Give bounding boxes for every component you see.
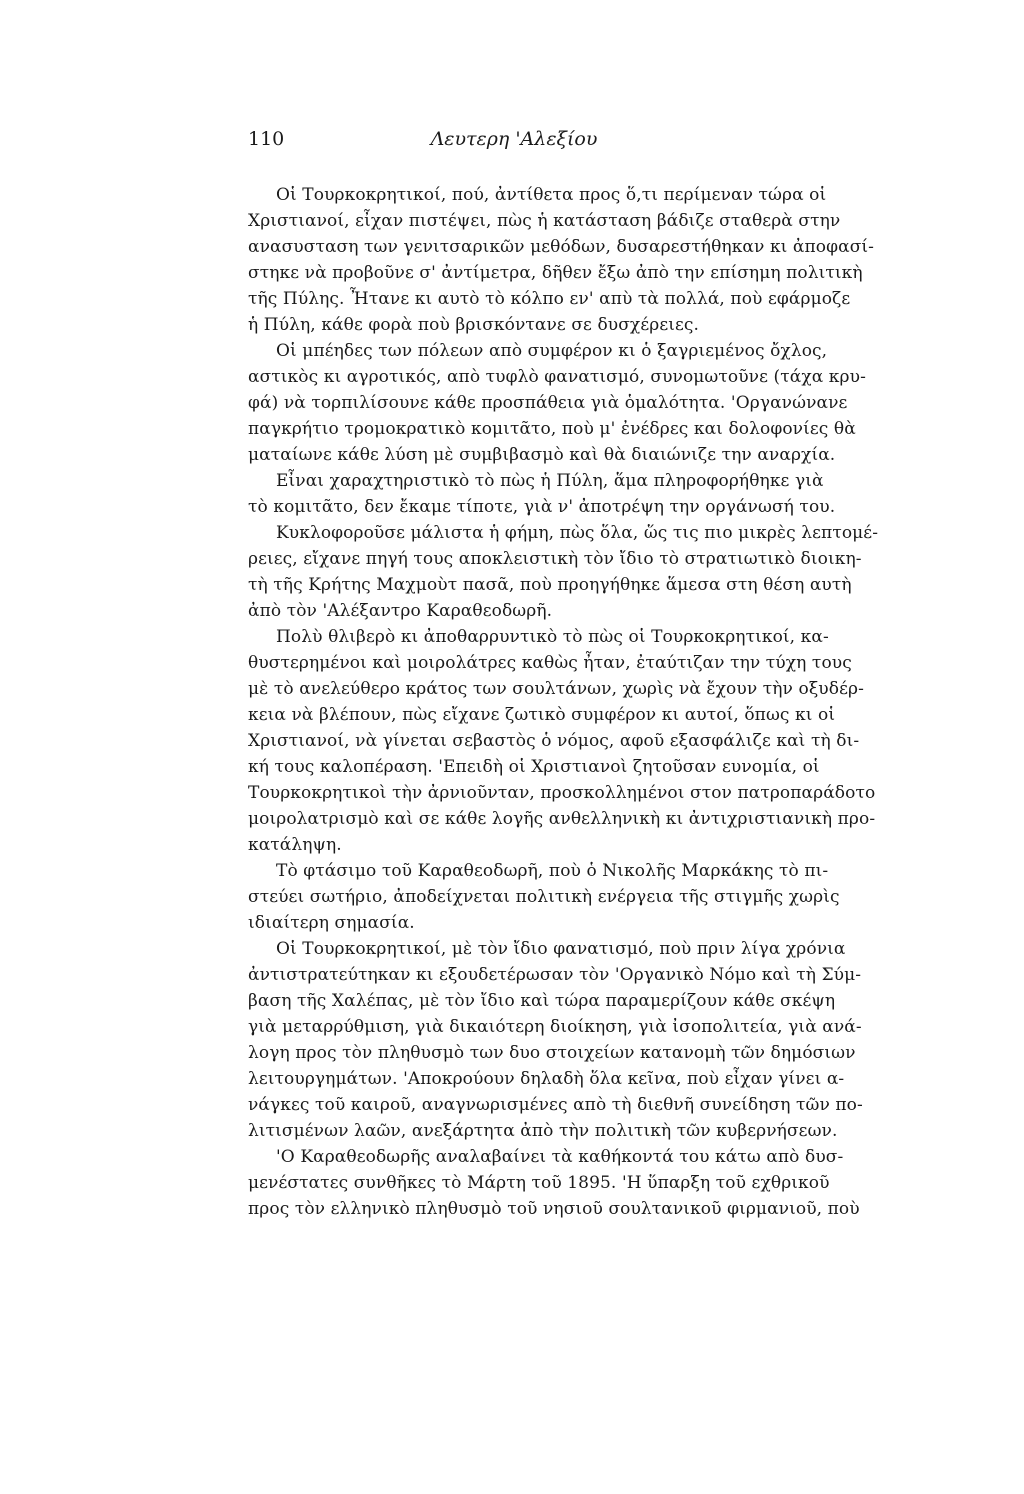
text-line: 'Ο Καραθεοδωρῆς αναλαβαίνει τὰ καθήκοντά του κάτω απὸ δυσ-: [276, 1147, 844, 1167]
paragraph: [248, 182, 875, 338]
text-line: παγκρήτιο τρομοκρατικὸ κομιτᾶτο, ποὺ μ' ἐνέδρες και δολοφονίες θὰ: [248, 419, 856, 439]
paragraph: [248, 520, 879, 624]
text-line: Οἱ μπέηδες των πόλεων απὸ συμφέρον κι ὁ ξαγριεμένος ὄχλος,: [276, 341, 828, 361]
text-line: στηκε νὰ προβοῦνε σ' ἀντίμετρα, δῆθεν ἔξω ἀπὸ την επίσημη πολιτικὴ: [248, 263, 863, 283]
text-line: τὴ τῆς Κρήτης Μαχμοὺτ πασᾶ, ποὺ προηγήθηκε ἅμεσα στη θέση αυτὴ: [248, 575, 852, 595]
text-line: Κυκλοφοροῦσε μάλιστα ἡ φήμη, πὼς ὅλα, ὥς τις πιο μικρὲς λεπτομέ-: [276, 523, 879, 543]
text-line: φά) νὰ τορπιλίσουνε κάθε προσπάθεια γιὰ ὁμαλότητα. 'Οργανώνανε: [248, 393, 848, 413]
text-line: στεύει σωτήριο, ἀποδείχνεται πολιτικὴ ενέργεια τῆς στιγμῆς χωρὶς: [248, 887, 840, 907]
paragraph: [248, 624, 876, 858]
text-line: κεια νὰ βλέπουν, πὼς εἴχανε ζωτικὸ συμφέρον κι αυτοί, ὅπως κι οἱ: [248, 705, 836, 725]
text-line: αστικὸς κι αγροτικός, απὸ τυφλὸ φανατισμό, συνομωτοῦνε (τάχα κρυ-: [248, 367, 866, 387]
text-line: ματαίωνε κάθε λύση μὲ συμβιβασμὸ καὶ θὰ διαιώνιζε την αναρχία.: [248, 445, 836, 465]
text-line: κή τους καλοπέραση. 'Επειδὴ οἱ Χριστιανοὶ ζητοῦσαν ευνομία, οἱ: [248, 757, 820, 777]
text-line: Τὸ φτάσιμο τοῦ Καραθεοδωρῆ, ποὺ ὁ Νικολῆς Μαρκάκης τὸ πι-: [276, 861, 829, 881]
paragraph: [248, 1144, 860, 1222]
text-line: ανασυσταση των γενιτσαρικῶν μεθόδων, δυσαρεστήθηκαν κι ἀποφασί-: [248, 237, 875, 257]
text-line: νάγκες τοῦ καιροῦ, αναγνωρισμένες απὸ τὴ διεθνῆ συνείδηση τῶν πο-: [248, 1095, 863, 1115]
text-line: ρειες, εἴχανε πηγή τους αποκλειστικὴ τὸν ἴδιο τὸ στρατιωτικὸ διοικη-: [248, 549, 862, 569]
text-line: ἡ Πύλη, κάθε φορὰ ποὺ βρισκόντανε σε δυσχέρειες.: [248, 315, 700, 335]
paragraph: [248, 936, 863, 1144]
text-line: ἀντιστρατεύτηκαν κι εξουδετέρωσαν τὸν 'Οργανικὸ Νόμο καὶ τὴ Σύμ-: [248, 965, 862, 985]
text-line: προς τὸν ελληνικὸ πληθυσμὸ τοῦ νησιοῦ σουλτανικοῦ φιρμανιοῦ, ποὺ: [248, 1199, 860, 1219]
text-line: Χριστιανοί, εἶχαν πιστέψει, πὼς ἡ κατάσταση βάδιζε σταθερὰ στην: [248, 211, 841, 231]
text-line: βαση τῆς Χαλέπας, μὲ τὸν ἴδιο καὶ τώρα παραμερίζουν κάθε σκέψη: [248, 991, 836, 1011]
page-number: 110: [248, 128, 285, 150]
text-line: λογη προς τὸν πληθυσμὸ των δυο στοιχείων κατανομὴ τῶν δημόσιων: [248, 1043, 856, 1063]
text-line: ἀπὸ τὸν 'Αλέξαντρο Καραθεοδωρῆ.: [248, 601, 553, 621]
body-text: [248, 182, 879, 1222]
text-line: λειτουργημάτων. 'Αποκρούουν δηλαδὴ ὅλα κεῖνα, ποὺ εἶχαν γίνει α-: [248, 1069, 845, 1089]
text-line: θυστερημένοι καὶ μοιρολάτρες καθὼς ἦταν, ἐταύτιζαν την τύχη τους: [248, 653, 852, 673]
text-line: Οἱ Τουρκοκρητικοί, πού, ἀντίθετα προς ὅ,τι περίμεναν τώρα οἱ: [276, 185, 827, 205]
paragraph: [248, 468, 836, 520]
text-line: ιδιαίτερη σημασία.: [248, 913, 415, 933]
text-line: μενέστατες συνθῆκες τὸ Μάρτη τοῦ 1895. 'Η ὕπαρξη τοῦ εχθρικοῦ: [248, 1173, 830, 1193]
text-line: Χριστιανοί, νὰ γίνεται σεβαστὸς ὁ νόμος, αφοῦ εξασφάλιζε καὶ τὴ δι-: [248, 731, 860, 751]
text-line: μὲ τὸ ανελεύθερο κράτος των σουλτάνων, χωρὶς νὰ ἔχουν τὴν οξυδέρ-: [248, 679, 864, 699]
text-line: Πολὺ θλιβερὸ κι ἀποθαρρυντικὸ τὸ πὼς οἱ Τουρκοκρητικοί, κα-: [276, 627, 829, 647]
text-line: Τουρκοκρητικοὶ τὴν ἀρνιοῦνταν, προσκολλημένοι στον πατροπαράδοτο: [248, 783, 876, 803]
paragraph: [248, 338, 866, 468]
text-line: Εἶναι χαραχτηριστικὸ τὸ πὼς ἡ Πύλη, ἅμα πληροφορήθηκε γιὰ: [276, 471, 824, 491]
text-line: γιὰ μεταρρύθμιση, γιὰ δικαιότερη διοίκηση, γιὰ ἰσοπολιτεία, γιὰ ανά-: [248, 1017, 862, 1037]
text-line: τὸ κομιτᾶτο, δεν ἔκαμε τίποτε, γιὰ ν' ἀποτρέψη την οργάνωσή του.: [248, 497, 836, 517]
text-line: τῆς Πύλης. Ἦτανε κι αυτὸ τὸ κόλπο εν' απὺ τὰ πολλά, ποὺ εφάρμοζε: [248, 289, 851, 309]
text-line: λιτισμένων λαῶν, ανεξάρτητα ἀπὸ τὴν πολιτικὴ τῶν κυβερνήσεων.: [248, 1121, 838, 1141]
running-title: Λευτερη 'Αλεξίου: [430, 128, 598, 150]
text-line: Οἱ Τουρκοκρητικοί, μὲ τὸν ἴδιο φανατισμό, ποὺ πριν λίγα χρόνια: [276, 939, 846, 959]
page-header: [248, 124, 780, 154]
paragraph: [248, 858, 840, 936]
text-line: μοιρολατρισμὸ καὶ σε κάθε λογῆς ανθελληνικὴ κι ἀντιχριστιανικὴ προ-: [248, 809, 876, 829]
text-line: κατάληψη.: [248, 835, 342, 855]
